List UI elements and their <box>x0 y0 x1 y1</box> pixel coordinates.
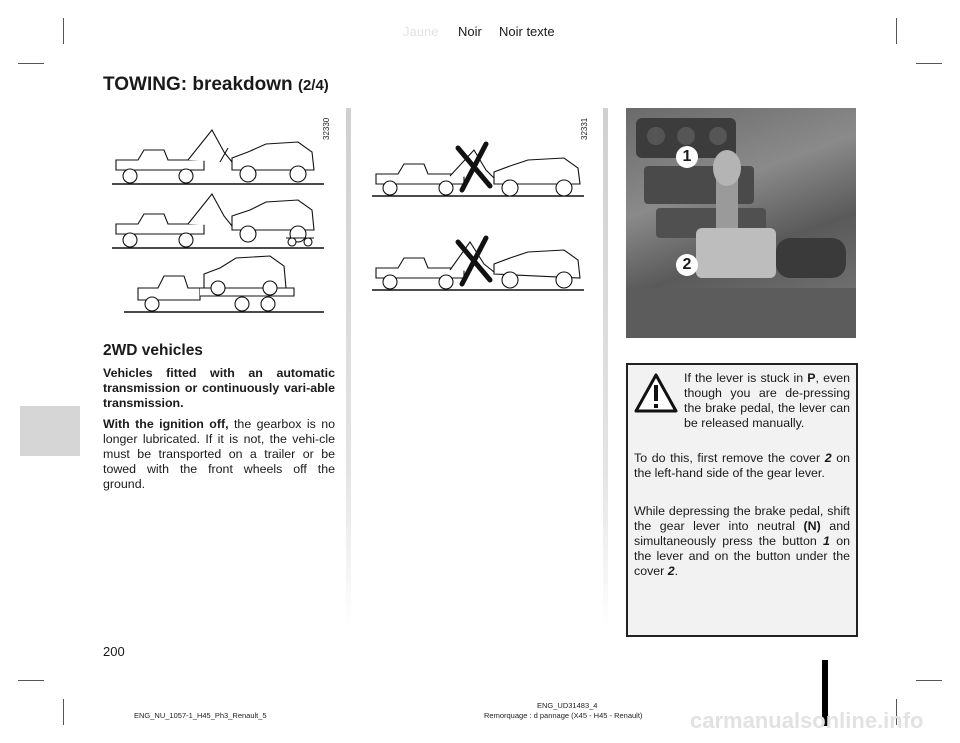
warning-emphasis: (N) <box>803 519 821 533</box>
footer-right-line2: Remorquage : d pannage (X45 - H45 - Renault) <box>484 711 643 720</box>
section-paragraph <box>103 417 335 492</box>
warning-text: on the left-hand side of the gear lever. <box>634 451 850 480</box>
paragraph-body: the gearbox is no longer lubricated. If it is not, the vehi-cle must be transported on a trailer or be towed with the front wheels off the ground. <box>103 417 335 491</box>
warning-emphasis: P <box>807 371 816 385</box>
warning-paragraph-1 <box>634 371 850 431</box>
warning-emphasis: 2 <box>824 451 832 465</box>
gear-console-drawing <box>626 108 856 338</box>
warning-paragraph-2 <box>634 451 850 481</box>
callout-2: 2 <box>676 254 698 276</box>
warning-text: and simultaneously press the button <box>634 519 850 548</box>
warning-text: While depressing the brake pedal, shift the gear lever into neutral <box>634 504 850 533</box>
header-item-jaune: Jaune <box>403 24 439 39</box>
crop-mark <box>18 63 44 64</box>
warning-text: . <box>674 564 679 578</box>
warning-text: , even though you are de-pressing the brake pedal, the lever can be released manually. <box>684 371 850 430</box>
towing-illustration-allowed <box>108 118 338 318</box>
footer-right-line1: ENG_UD31483_4 <box>537 701 598 710</box>
warning-box <box>626 363 858 637</box>
figure-code: 32331 <box>580 117 589 140</box>
towing-illustration-prohibited <box>370 140 592 300</box>
crop-mark <box>18 680 44 681</box>
warning-text: To do this, first remove the cover <box>634 451 825 465</box>
crop-mark <box>63 699 64 725</box>
paragraph-lead: With the ignition off, <box>103 417 229 431</box>
header-item-noir-texte: Noir texte <box>499 24 555 39</box>
crop-mark <box>896 18 897 44</box>
watermark: carmanualsonline.info <box>690 708 924 733</box>
crop-mark <box>916 63 942 64</box>
header-item-noir: Noir <box>458 24 482 39</box>
page-number: 200 <box>103 644 125 659</box>
page-title-sub: (2/4) <box>297 77 329 94</box>
section-heading: 2WD vehicles <box>103 342 203 359</box>
crop-mark <box>916 680 942 681</box>
column-separator <box>603 108 608 628</box>
column-separator <box>346 108 351 628</box>
figure-code: 32330 <box>322 117 331 140</box>
warning-text: on the lever and on the button under the cover <box>634 534 850 578</box>
warning-text: If the lever is stuck in <box>684 371 808 385</box>
crop-mark <box>63 18 64 44</box>
gear-lever-photo <box>626 108 856 338</box>
page-title-main: TOWING: breakdown <box>103 74 293 95</box>
callout-1: 1 <box>676 146 698 168</box>
warning-emphasis: 1 <box>823 534 830 548</box>
chapter-tab <box>20 406 80 456</box>
page-title <box>103 74 329 96</box>
warning-emphasis: 2 <box>667 564 675 578</box>
footer-left: ENG_NU_1057-1_H45_Ph3_Renault_5 <box>134 711 267 720</box>
warning-paragraph-3 <box>634 504 850 579</box>
section-intro: Vehicles fitted with an automatic transmission or continuously vari-able transmission. <box>103 366 335 410</box>
